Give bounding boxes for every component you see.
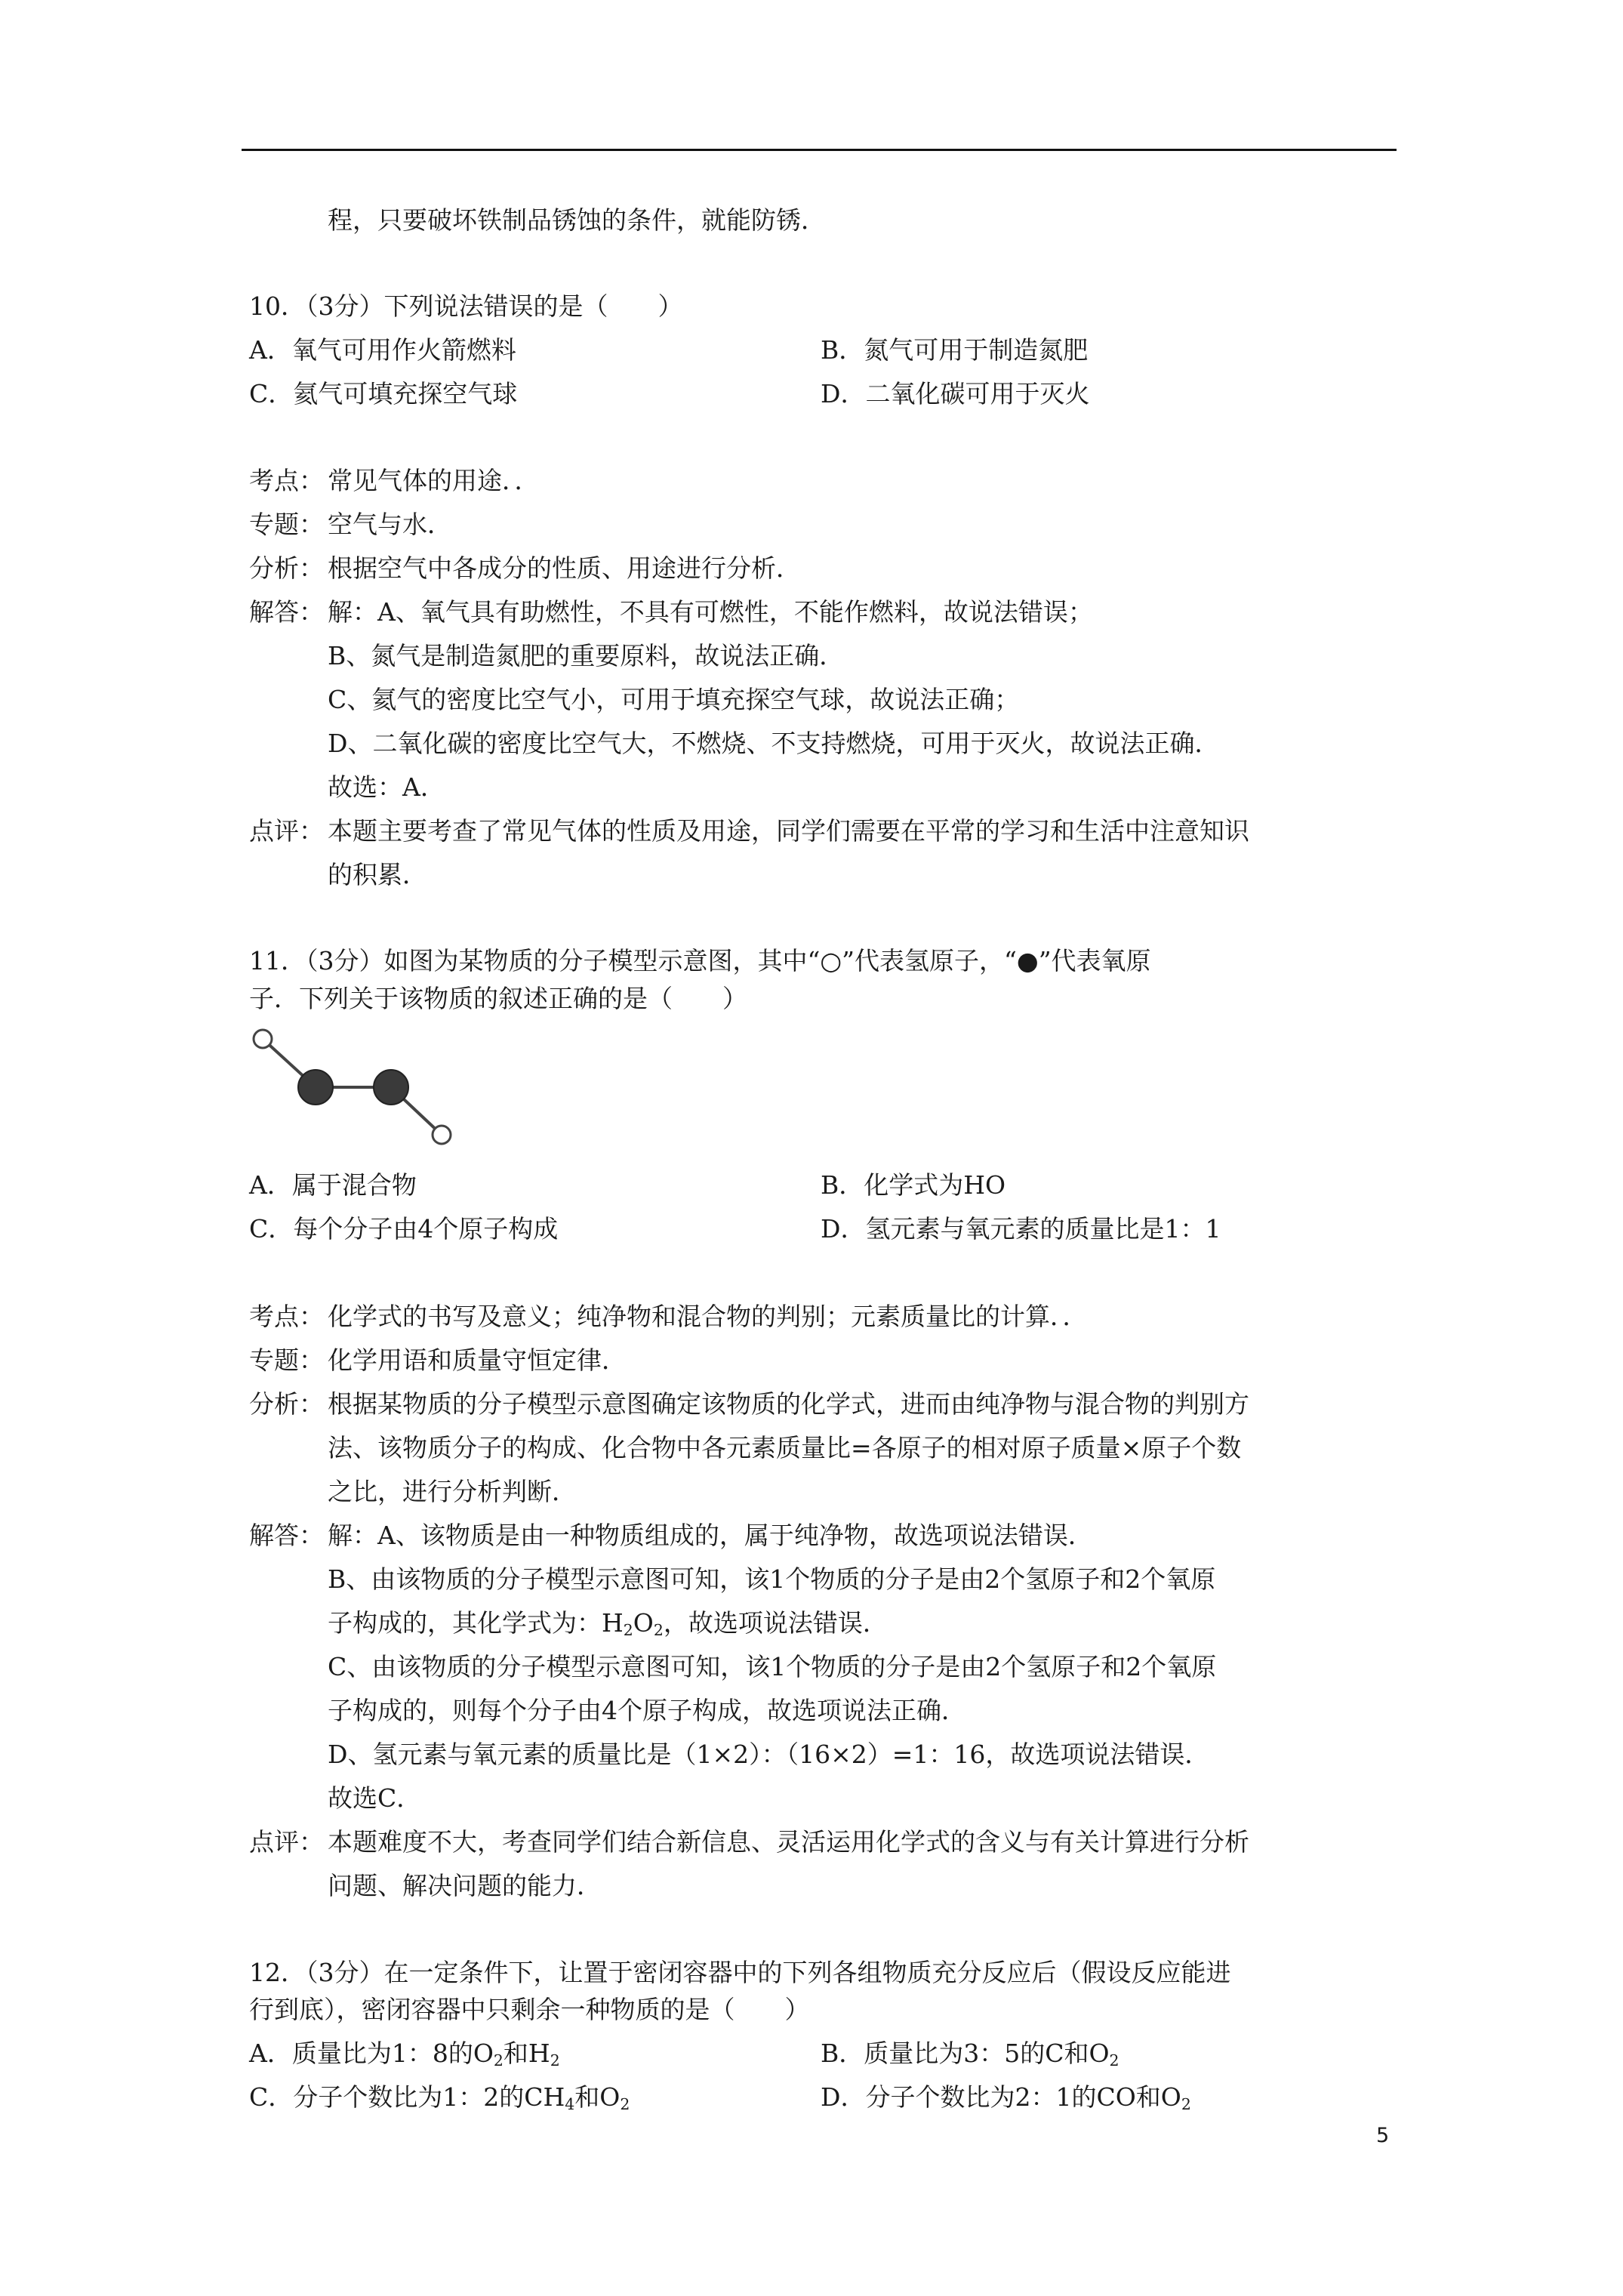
kaodian-text: 常见气体的用途．．	[328, 466, 540, 495]
chemical-formula: $H_2O_2$	[602, 1608, 664, 1640]
jieda-line: 子构成的，则每个分子由4个原子构成，故选项说法正确．	[328, 1696, 966, 1725]
question-11-stem-cont: 子．下列关于该物质的叙述正确的是（ ）	[249, 984, 747, 1013]
q12-option-b: B．质量比为3：5的C和$O_2$	[821, 2039, 1119, 2070]
jieda-line: 解：A、氧气具有助燃性，不具有可燃性，不能作燃料，故说法错误；	[328, 597, 1093, 627]
hydrogen-atom-icon	[254, 1030, 272, 1048]
zhuanti-label: 专题：	[249, 1345, 324, 1375]
q11-option-d: D．氢元素与氧元素的质量比是1：1	[821, 1214, 1221, 1244]
jieda-label: 解答：	[249, 597, 324, 627]
q10-dianping	[249, 816, 1249, 846]
dianping-line: 的积累．	[328, 860, 427, 889]
dianping-line: 问题、解决问题的能力．	[328, 1871, 602, 1900]
jieda-line: 故选C．	[328, 1783, 422, 1813]
q12-option-a: A．质量比为1：8的$O_2$和$H_2$	[249, 2039, 560, 2070]
zhuanti-text: 空气与水．	[328, 510, 452, 539]
q11-fenxi	[249, 1389, 1249, 1419]
jieda-line: D、二氧化碳的密度比空气大，不燃烧、不支持燃烧，可用于灭火，故说法正确．	[328, 729, 1220, 758]
q11-option-c: C．每个分子由4个原子构成	[249, 1214, 559, 1244]
question-11-stem: 11．（3分）如图为某物质的分子模型示意图，其中“○”代表氢原子，“●”代表氧原	[249, 946, 1151, 975]
q11-kaodian	[249, 1304, 1088, 1329]
q11-dianping	[249, 1827, 1249, 1857]
q10-option-c: C．氦气可填充探空气球	[249, 379, 518, 408]
dianping-label: 点评：	[249, 1827, 324, 1857]
header-rule	[242, 149, 1397, 151]
fenxi-line: 之比，进行分析判断．	[328, 1477, 577, 1506]
q11-option-a: A．属于混合物	[249, 1170, 417, 1200]
q10-kaodian	[249, 468, 540, 493]
previous-answer-tail: 程，只要破坏铁制品锈蚀的条件，就能防锈．	[328, 205, 826, 235]
jieda-line: B、氮气是制造氮肥的重要原料，故说法正确．	[328, 641, 845, 670]
fenxi-line: 根据某物质的分子模型示意图确定该物质的化学式，进而由纯净物与混合物的判别方	[328, 1389, 1249, 1419]
jieda-line: B、由该物质的分子模型示意图可知，该1个物质的分子是由2个氢原子和2个氧原	[328, 1564, 1216, 1594]
oxygen-atom-icon	[298, 1070, 333, 1105]
fenxi-text: 根据空气中各成分的性质、用途进行分析．	[328, 553, 801, 583]
molecule-model-diagram	[249, 1027, 460, 1155]
q10-option-b: B．氮气可用于制造氮肥	[821, 335, 1089, 365]
fenxi-label: 分析：	[249, 553, 324, 583]
dianping-label: 点评：	[249, 816, 324, 846]
kaodian-text: 化学式的书写及意义；纯净物和混合物的判别；元素质量比的计算．．	[328, 1302, 1088, 1331]
question-12-stem-cont: 行到底），密闭容器中只剩余一种物质的是（ ）	[249, 1995, 810, 2024]
fenxi-line: 法、该物质分子的构成、化合物中各元素质量比=各原子的相对原子质量×原子个数	[328, 1433, 1242, 1462]
fenxi-label: 分析：	[249, 1389, 324, 1419]
question-10-stem: 10．（3分）下列说法错误的是（ ）	[249, 291, 683, 321]
q11-zhuanti	[249, 1345, 627, 1375]
jieda-line: D、氢元素与氧元素的质量比是（1×2）：（16×2）=1：16，故选项说法错误．	[328, 1740, 1210, 1769]
jieda-line: 解：A、该物质是由一种物质组成的，属于纯净物，故选项说法错误．	[328, 1521, 1093, 1550]
jieda-line: 故选：A．	[328, 772, 445, 802]
jieda-line: 子构成的，其化学式为：$H_2O_2$，故选项说法错误．	[328, 1608, 888, 1640]
kaodian-label: 考点：	[249, 1302, 324, 1331]
q10-option-d: D．二氧化碳可用于灭火	[821, 379, 1090, 408]
zhuanti-text: 化学用语和质量守恒定律．	[328, 1345, 627, 1375]
dianping-line: 本题难度不大，考查同学们结合新信息、灵活运用化学式的含义与有关计算进行分析	[328, 1827, 1249, 1857]
jieda-line: C、由该物质的分子模型示意图可知，该1个物质的分子是由2个氢原子和2个氧原	[328, 1652, 1217, 1681]
q11-option-b: B．化学式为HO	[821, 1170, 1006, 1200]
jieda-label: 解答：	[249, 1521, 324, 1550]
zhuanti-label: 专题：	[249, 510, 324, 539]
q10-fenxi	[249, 553, 801, 583]
hydrogen-atom-icon	[433, 1126, 451, 1144]
q10-jieda	[249, 597, 1093, 627]
q10-option-a: A．氧气可用作火箭燃料	[249, 335, 516, 365]
question-12-stem: 12．（3分）在一定条件下，让置于密闭容器中的下列各组物质充分反应后（假设反应能进	[249, 1958, 1231, 1987]
page-number: 5	[1376, 2124, 1390, 2147]
q11-jieda	[249, 1523, 1093, 1548]
q10-zhuanti	[249, 512, 452, 537]
kaodian-label: 考点：	[249, 466, 324, 495]
q12-option-d: D．分子个数比为2：1的CO和$O_2$	[821, 2082, 1191, 2114]
dianping-line: 本题主要考查了常见气体的性质及用途，同学们需要在平常的学习和生活中注意知识	[328, 816, 1249, 846]
jieda-line: C、氦气的密度比空气小，可用于填充探空气球，故说法正确；	[328, 685, 1020, 714]
oxygen-atom-icon	[374, 1070, 408, 1105]
q12-option-c: C．分子个数比为1：2的$CH_4$和$O_2$	[249, 2082, 630, 2114]
